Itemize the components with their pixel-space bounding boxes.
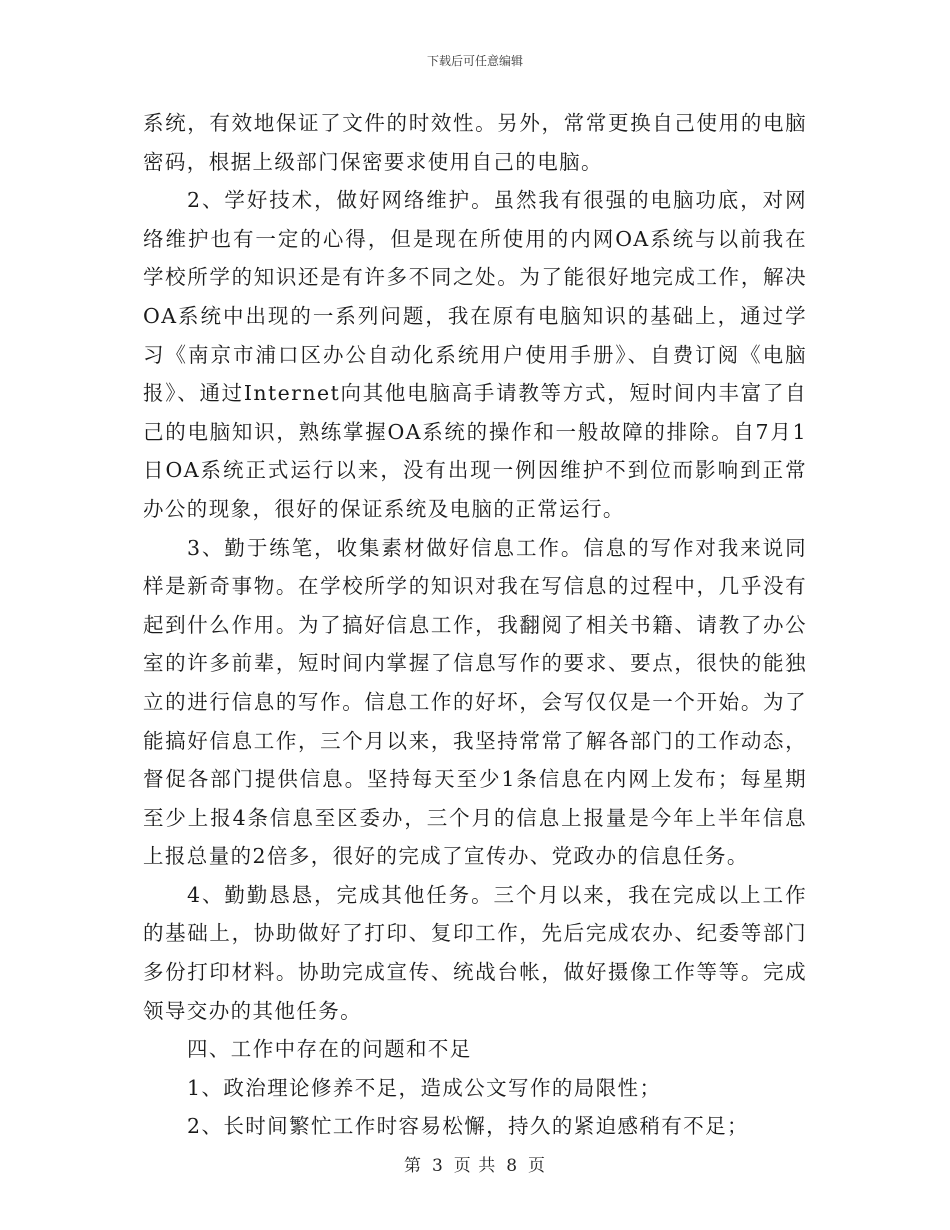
paragraph-item-3: 3、勤于练笔，收集素材做好信息工作。信息的写作对我来说同样是新奇事物。在学校所学的知识对我在写信息的过程中，几乎没有起到什么作用。为了搞好信息工作，我翻阅了相关书籍、请教了办公室的许多前辈，短时间内掌握了信息写作的要求、要点，很快的能独立的进行信息的写作。信息工作的好坏，会写仅仅是一个开始。为了能搞好信息工作，三个月以来，我坚持常常了解各部门的工作动态，督促各部门提供信息。坚持每天至少1条信息在内网上发布；每星期至少上报4条信息至区委办，三个月的信息上报量是今年上半年信息上报总量的2倍多，很好的完成了宣传办、党政办的信息任务。: [143, 535, 807, 869]
page-number-footer: [0, 1155, 950, 1177]
problem-item-1: 1、政治理论修养不足，造成公文写作的局限性；: [187, 1075, 662, 1100]
document-body: [143, 104, 807, 1146]
paragraph-item-4: 4、勤勤恳恳，完成其他任务。三个月以来，我在完成以上工作的基础上，协助做好了打印、复印工作，先后完成农办、纪委等部门多份打印材料。协助完成宣传、统战台帐，做好摄像工作等等。完成领导交办的其他任务。: [143, 882, 807, 1023]
footer-page-number: 3: [431, 1156, 444, 1176]
footer-prefix: 第: [403, 1156, 422, 1176]
footer-total-pages: 8: [506, 1156, 519, 1176]
footer-middle: 页 共: [453, 1156, 497, 1176]
paragraph-continuation: 系统，有效地保证了文件的时效性。另外，常常更换自己使用的电脑密码，根据上级部门保密要求使用自己的电脑。: [143, 111, 807, 174]
problem-item-2: 2、长时间繁忙工作时容易松懈，持久的紧迫感稍有不足；: [187, 1114, 749, 1139]
footer-suffix: 页: [528, 1156, 547, 1176]
section-heading-problems: 四、工作中存在的问题和不足: [187, 1037, 472, 1062]
page-header-note: 下载后可任意编辑: [426, 54, 523, 68]
paragraph-item-2: 2、学好技术，做好网络维护。虽然我有很强的电脑功底，对网络维护也有一定的心得，但是现在所使用的内网OA系统与以前我在学校所学的知识还是有许多不同之处。为了能很好地完成工作，解决OA系统中出现的一系列问题，我在原有电脑知识的基础上，通过学习《南京市浦口区办公自动化系统用户使用手册》、自费订阅《电脑报》、通过Internet向其他电脑高手请教等方式，短时间内丰富了自己的电脑知识，熟练掌握OA系统的操作和一般故障的排除。自7月1日OA系统正式运行以来，没有出现一例因维护不到位而影响到正常办公的现象，很好的保证系统及电脑的正常运行。: [143, 188, 807, 521]
